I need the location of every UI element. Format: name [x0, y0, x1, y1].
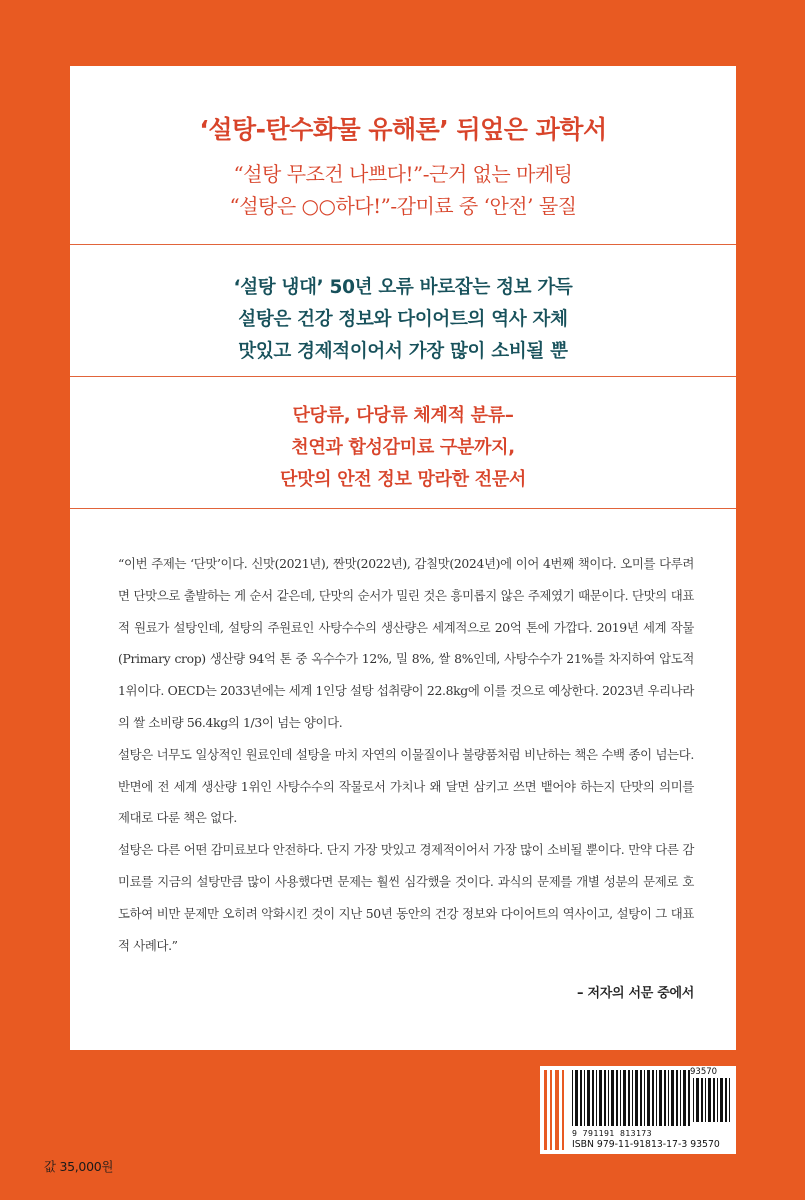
author-preface-excerpt	[118, 548, 694, 961]
barcode-stripes-icon	[540, 1066, 570, 1154]
headline-title: ‘설탕-탄수화물 유해론’ 뒤엎은 과학서	[199, 115, 607, 144]
barcode-bars	[572, 1070, 692, 1126]
barcode-digits: 9 791191 813173	[572, 1128, 652, 1138]
isbn-barcode	[540, 1066, 736, 1154]
feature-line: 단당류, 다당류 체계적 분류–	[292, 405, 514, 426]
features-section	[70, 377, 736, 508]
feature-line: 천연과 합성감미료 구분까지,	[291, 437, 515, 458]
highlight-line: ‘설탕 냉대’ 50년 오류 바로잡는 정보 가득	[233, 277, 573, 298]
excerpt-paragraph: 설탕은 너무도 일상적인 원료인데 설탕을 마치 자연의 이물질이나 불량품처럼 비난하는 책은 수백 종이 넘는다. 반면에 전 세계 생산량 1위인 사탕수수의 작물로서 가치나 왜 달면 삼키고 쓰면 뱉어야 하는지 단맛의 의미를 제대로 다룬 책은 없다.	[118, 746, 694, 826]
price-label: 값 35,000원	[44, 1159, 114, 1174]
excerpt-signature: – 저자의 서문 중에서	[577, 986, 694, 1001]
headline-line-2: “설탕은 ○○하다!”-감미료 중 ‘안전’ 물질	[229, 194, 577, 218]
isbn-text: ISBN 979-11-91813-17-3 93570	[572, 1139, 720, 1150]
headline-section	[70, 66, 736, 244]
excerpt-paragraph: “이번 주제는 ‘단맛’이다. 신맛(2021년), 짠맛(2022년), 감칠맛(2024년)에 이어 4번째 책이다. 오미를 다루려면 단맛으로 출발하는 게 순서 같은데, 단맛의 순서가 밀린 것은 흥미롭지 않은 주제였기 때문이다. 단맛의 대표적 원료가 설탕인데, 설탕의 주원료인 사탕수수의 생산량은 세계적으로 20억 톤에 가깝다. 2019년 세계 작물(Primary crop) 생산량 94억 톤 중 옥수수가 12%, 밀 8%, 쌀 8%인데, 사탕수수가 21%를 차지하여 압도적 1위이다. OECD는 2033년에는 세계 1인당 설탕 섭취량이 22.8kg에 이를 것으로 예상한다. 2023년 우리나라의 쌀 소비량 56.4kg의 1/3이 넘는 양이다.	[118, 556, 694, 730]
back-cover-panel	[70, 66, 736, 1050]
section-divider	[70, 508, 736, 509]
barcode-addon-bars	[693, 1078, 733, 1122]
highlights-section	[70, 245, 736, 376]
barcode-addon-number: 93570	[690, 1067, 718, 1077]
highlight-line: 맛있고 경제적이어서 가장 많이 소비될 뿐	[238, 341, 568, 362]
excerpt-paragraph: 설탕은 다른 어떤 감미료보다 안전하다. 단지 가장 맛있고 경제적이어서 가장 많이 소비될 뿐이다. 만약 다른 감미료를 지금의 설탕만큼 많이 사용했다면 문제는 훨씬 심각했을 것이다. 과식의 문제를 개별 성분의 문제로 호도하여 비만 문제만 오히려 악화시킨 것이 지난 50년 동안의 건강 정보와 다이어트의 역사이고, 설탕이 그 대표적 사례다.”	[118, 842, 694, 953]
feature-line: 단맛의 안전 정보 망라한 전문서	[279, 469, 526, 490]
highlight-line: 설탕은 건강 정보와 다이어트의 역사 자체	[238, 309, 568, 330]
headline-line-1: “설탕 무조건 나쁘다!”-근거 없는 마케팅	[233, 162, 573, 186]
